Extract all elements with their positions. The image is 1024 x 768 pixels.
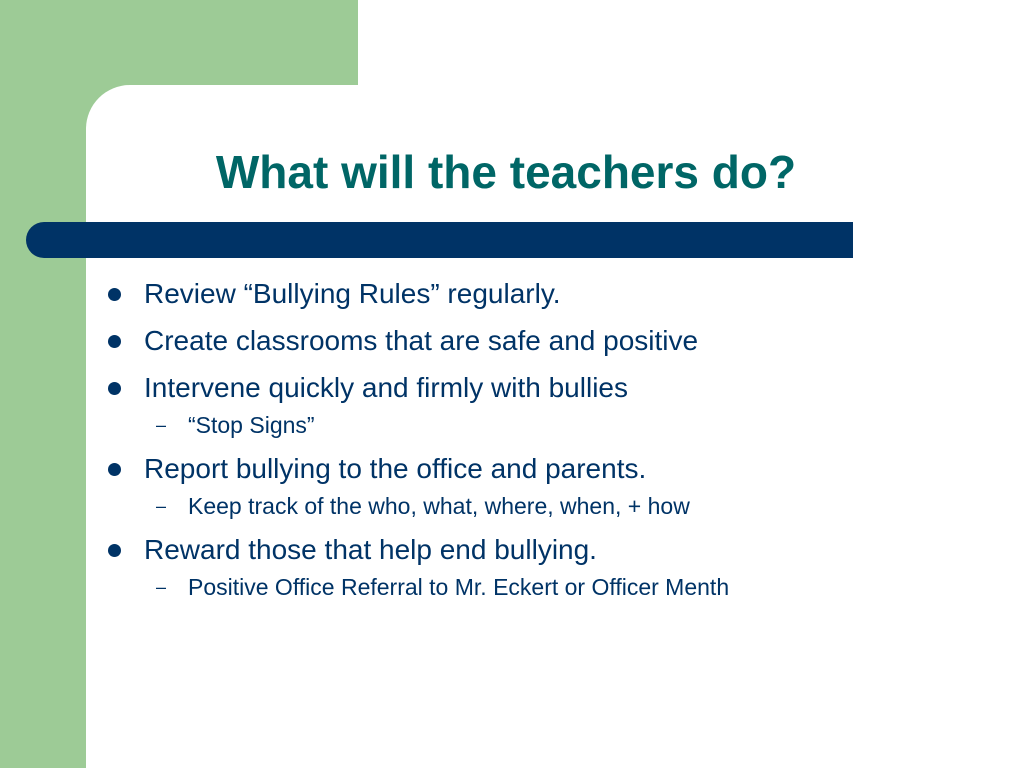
bullet-text: Create classrooms that are safe and positive (144, 325, 699, 356)
bullet-list (100, 270, 1000, 610)
dash-icon: – (156, 415, 167, 435)
bullet-text: Report bullying to the office and parents. (144, 453, 647, 484)
bullet-item (100, 449, 1000, 489)
sub-bullet-text: Keep track of the who, what, where, when, + how (188, 493, 690, 519)
bullet-dot-icon (108, 544, 121, 557)
bullet-item (100, 274, 1000, 314)
dash-icon: – (156, 577, 167, 597)
bullet-dot-icon (108, 335, 121, 348)
bullet-text: Review “Bullying Rules” regularly. (144, 278, 561, 309)
bullet-dot-icon (108, 382, 121, 395)
bullet-text: Reward those that help end bullying. (144, 534, 597, 565)
bullet-text: Intervene quickly and firmly with bullies (144, 372, 628, 403)
title-underline-bar (26, 222, 853, 258)
sub-bullet-item (100, 489, 1000, 523)
bullet-item (100, 321, 1000, 361)
sub-bullet-text: “Stop Signs” (188, 412, 315, 438)
bullet-item (100, 368, 1000, 408)
sub-bullet-item (100, 570, 1000, 604)
bullet-dot-icon (108, 463, 121, 476)
bullet-dot-icon (108, 288, 121, 301)
dash-icon: – (156, 496, 167, 516)
sub-bullet-text: Positive Office Referral to Mr. Eckert or Officer Menth (188, 574, 730, 600)
sub-bullet-item (100, 408, 1000, 442)
bullet-item (100, 530, 1000, 570)
slide-title: What will the teachers do? (215, 146, 797, 198)
